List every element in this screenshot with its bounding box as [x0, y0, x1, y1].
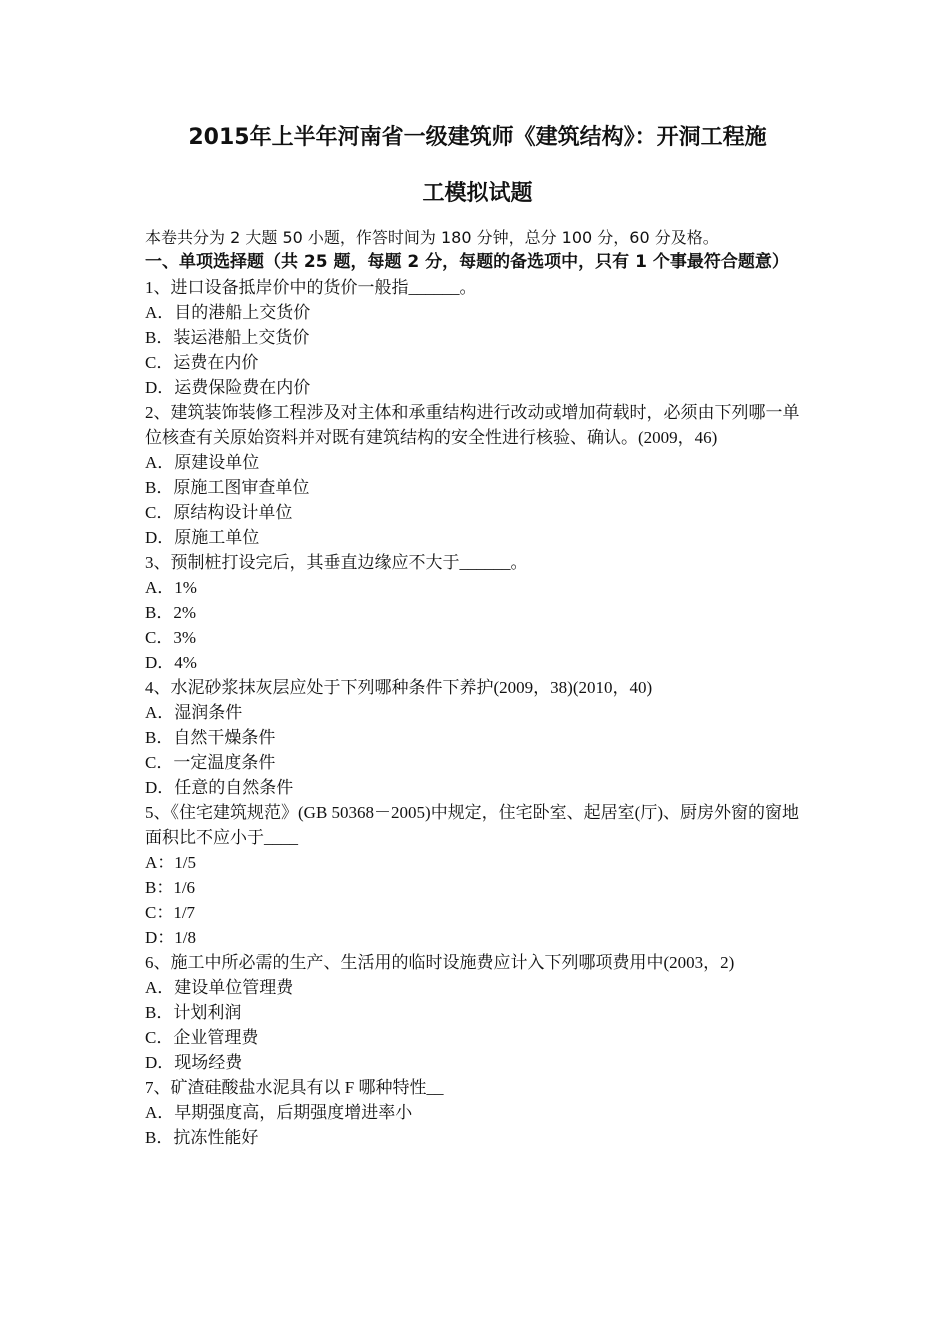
option-b: B．装运港船上交货价 — [145, 328, 310, 347]
option-a: A．1% — [145, 578, 197, 597]
option-d: D．任意的自然条件 — [145, 778, 294, 797]
question-stem: 5、《住宅建筑规范》(GB 50368－2005)中规定，住宅卧室、起居室(厅)、厨房外窗的窗地面积比不应小于____ — [145, 803, 800, 847]
option-c: C．一定温度条件 — [145, 753, 276, 772]
section-heading: 一、单项选择题（共 25 题，每题 2 分，每题的备选项中，只有 1 个事最符合题意） — [145, 252, 789, 272]
option-b: B．2% — [145, 603, 196, 622]
option-b: B．抗冻性能好 — [145, 1128, 259, 1147]
option-d: D．原施工单位 — [145, 528, 260, 547]
option-c: C：1/7 — [145, 903, 196, 922]
option-a: A．原建设单位 — [145, 453, 260, 472]
option-c: C．3% — [145, 628, 196, 647]
title-line-2: 工模拟试题 — [422, 181, 533, 206]
document-title — [145, 110, 810, 222]
question-stem: 7、矿渣硅酸盐水泥具有以 F 哪种特性__ — [145, 1078, 444, 1097]
option-d: D．现场经费 — [145, 1053, 243, 1072]
option-b: B．自然干燥条件 — [145, 728, 276, 747]
option-a: A．建设单位管理费 — [145, 978, 294, 997]
document-page — [145, 110, 810, 1150]
question-stem: 4、水泥砂浆抹灰层应处于下列哪种条件下养护(2009，38)(2010，40) — [145, 678, 653, 697]
question-stem: 6、施工中所必需的生产、生活用的临时设施费应计入下列哪项费用中(2003，2) — [145, 953, 735, 972]
option-b: B．原施工图审查单位 — [145, 478, 310, 497]
question-list — [145, 275, 810, 1150]
question-stem: 2、建筑装饰装修工程涉及对主体和承重结构进行改动或增加荷载时，必须由下列哪一单位核查有关原始资料并对既有建筑结构的安全性进行核验、确认。(2009，46) — [145, 403, 800, 447]
question-stem: 3、预制桩打设完后，其垂直边缘应不大于______。 — [145, 553, 528, 572]
question-6 — [145, 950, 810, 1075]
exam-intro: 本卷共分为 2 大题 50 小题，作答时间为 180 分钟，总分 100 分，60 分及格。 — [145, 228, 719, 247]
question-stem: 1、进口设备抵岸价中的货价一般指______。 — [145, 278, 477, 297]
option-c: C．原结构设计单位 — [145, 503, 293, 522]
option-a: A．湿润条件 — [145, 703, 243, 722]
option-c: C．企业管理费 — [145, 1028, 259, 1047]
question-7 — [145, 1075, 810, 1150]
option-b: B：1/6 — [145, 878, 196, 897]
question-1 — [145, 275, 810, 400]
question-5 — [145, 800, 810, 950]
title-line-1: 2015年上半年河南省一级建筑师《建筑结构》：开洞工程施 — [188, 125, 767, 150]
option-a: A．早期强度高，后期强度增进率小 — [145, 1103, 413, 1122]
option-a: A：1/5 — [145, 853, 196, 872]
question-2 — [145, 400, 810, 550]
option-d: D：1/8 — [145, 928, 196, 947]
option-b: B．计划利润 — [145, 1003, 242, 1022]
option-d: D．运费保险费在内价 — [145, 378, 311, 397]
option-a: A．目的港船上交货价 — [145, 303, 311, 322]
option-d: D．4% — [145, 653, 197, 672]
question-4 — [145, 675, 810, 800]
option-c: C．运费在内价 — [145, 353, 259, 372]
question-3 — [145, 550, 810, 675]
